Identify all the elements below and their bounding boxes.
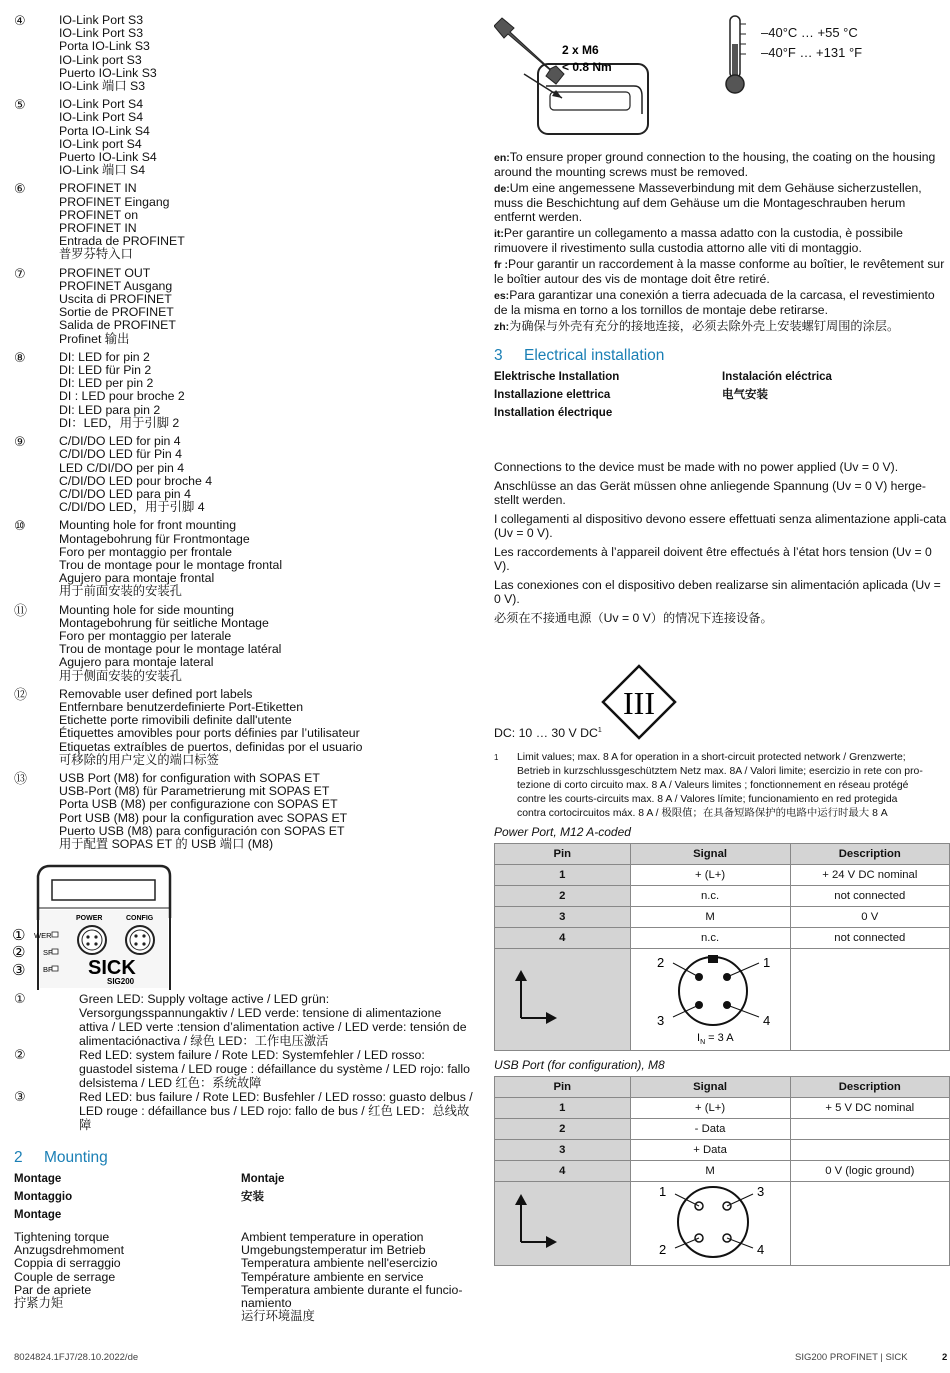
item-line: Mounting hole for front mounting [59, 518, 237, 533]
screw-spec: 2 x M6 [562, 43, 599, 57]
item-line: DI: LED para pin 2 [59, 402, 161, 417]
svg-text:4: 4 [757, 1242, 765, 1257]
item-line: PROFINET OUT [59, 265, 151, 280]
led-label-sf: SF [43, 948, 53, 957]
ground-note: zh:为确保与外壳有充分的接地连接，必须去除外壳上安装螺钉周围的涂层。 [494, 319, 900, 333]
item-line: 用于配置 SOPAS ET 的 USB 端口 (M8) [59, 836, 274, 851]
list-item [14, 519, 474, 598]
list-item [14, 267, 474, 346]
item-line: Foro per montaggio per frontale [59, 544, 232, 559]
item-line: 用于前面安装的安装孔 [59, 584, 182, 599]
item-line: DI: LED for pin 2 [59, 349, 150, 364]
table-diagram-row [495, 1182, 950, 1266]
callout-1: ① [12, 926, 26, 944]
svg-text:3: 3 [757, 1184, 765, 1199]
svg-text:3: 3 [657, 1013, 665, 1028]
svg-text:1: 1 [763, 955, 771, 970]
led-description-list [14, 992, 474, 1132]
item-line: Entfernbare benutzerdefinierte Port-Etiketten [59, 699, 304, 714]
item-line: USB-Port (M8) für Parametrierung mit SOPAS ET [59, 784, 330, 799]
item-number: ⑪ [14, 602, 28, 618]
electrical-heading: 3 Electrical installation [494, 347, 665, 364]
item-line: 普罗芬特入口 [59, 247, 133, 262]
item-line: IO-Link Port S4 [59, 110, 144, 125]
model-label: SIG200 [107, 977, 135, 986]
item-line: Porta IO-Link S3 [59, 39, 150, 54]
item-line: PROFINET on [59, 207, 139, 222]
cable-direction-icon [499, 968, 559, 1028]
item-line: Red LED: system failure / Rote LED: Systemfehler / LED rosso: guasto [79, 1048, 425, 1076]
item-line: tension d’alimentation active / LED verde: tensión de alimentación [79, 1020, 467, 1048]
device-illustration [10, 860, 185, 990]
tightening-torque-label: Tightening torque Anzugsdrehmoment Coppia di serraggio Couple de serrage Par de apriete 拧紧力矩 [14, 1230, 125, 1311]
table-row: 1 + (L+) + 24 V DC nominal [495, 865, 950, 886]
item-number: ④ [14, 13, 26, 28]
item-line: Trou de montage pour le montage latéral [59, 642, 282, 657]
item-number: ⑨ [14, 434, 26, 450]
item-number: ⑫ [14, 686, 28, 702]
footer-product: SIG200 PROFINET | SICK [795, 1352, 908, 1363]
ground-note: de:Um eine angemessene Masseverbindung mit dem Gehäuse sicherzustellen, muss die Beschichtung auf dem Gehäuse um die Montageschrauben herum entfernt werden. [494, 181, 922, 224]
thermometer-icon [722, 14, 752, 96]
item-number: ⑥ [14, 181, 26, 197]
torque-spec: < 0.8 Nm [562, 60, 612, 74]
ground-note: fr :Pour garantir un raccordement à la masse conforme au boîtier, le revêtement sur le boîtier autour des vis de montage doit être retiré. [494, 257, 945, 286]
ambient-temperature-label: Ambient temperature in operation Umgebungstemperatur im Betrieb Temperatura ambiente nell'esercizio Température ambiente en service Temperatura ambiente durante el funcio- namiento 运行环境温度 [241, 1230, 463, 1324]
svg-text:4: 4 [763, 1013, 771, 1028]
nominal-current: $I_N = 3$ A [697, 1032, 734, 1046]
callout-2: ② [12, 943, 26, 961]
item-line: Puerto IO-Link S3 [59, 65, 157, 80]
table-row: 4 n.c. not connected [495, 928, 950, 949]
item-number: ⑩ [14, 518, 26, 534]
item-line: Green LED: Supply voltage active / LED grün: Versorgungsspannung [79, 992, 330, 1020]
usb-port-caption: USB Port (for configuration), M8 [494, 1058, 665, 1072]
item-line: IO-Link port S3 [59, 52, 142, 67]
item-line: del sistema / LED rouge : défaillance du système / LED rojo: fallo del [79, 1062, 470, 1090]
callout-3: ③ [12, 961, 26, 979]
item-number: ⑤ [14, 97, 26, 113]
torque-figure [494, 14, 654, 136]
item-line: C/DI/DO LED for pin 4 [59, 434, 181, 449]
item-line: PROFINET Eingang [59, 194, 170, 209]
list-item [14, 351, 474, 430]
item-line: Puerto USB (M8) para configuración con SOPAS ET [59, 823, 345, 838]
electrical-translations-right: Instalación eléctrica 电气安装 [722, 371, 832, 401]
item-line: Entrada de PROFINET [59, 234, 185, 249]
item-line: Port USB (M8) pour la configuration avec SOPAS ET [59, 810, 348, 825]
item-line: DI : LED pour broche 2 [59, 389, 185, 404]
table-row: 1 + (L+) + 5 V DC nominal [495, 1098, 950, 1119]
item-line: Etiquetas extraíbles de puertos, definidas por el usuario [59, 739, 363, 754]
svg-text:2: 2 [657, 955, 665, 970]
item-line: IO-Link 端口 S4 [59, 163, 146, 178]
power-port-table [494, 843, 950, 1051]
item-line: Montagebohrung für Frontmontage [59, 531, 250, 546]
item-line: bus / LED rouge : défaillance bus / LED rojo: fallo de bus / 红色 LED： [79, 1090, 473, 1118]
item-line: C/DI/DO LED para pin 4 [59, 486, 191, 501]
item-line: DI：LED，用于引脚 2 [59, 415, 180, 430]
table-header-row: Pin Signal Description [495, 844, 950, 865]
item-line: Trou de montage pour le montage frontal [59, 557, 283, 572]
mounting-translations-right: Montaje 安装 [241, 1173, 285, 1203]
list-item [14, 1090, 474, 1132]
item-line: Salida de PROFINET [59, 318, 176, 333]
item-number: ⑧ [14, 349, 26, 365]
item-line: Uscita di PROFINET [59, 292, 172, 307]
item-line: Foro per montaggio per laterale [59, 628, 232, 643]
item-number: ① [14, 991, 26, 1006]
item-line: sistema / LED 红色：系统故障 [95, 1076, 262, 1090]
led-label-bf: BF [43, 965, 53, 974]
item-line: 可移除的用户定义的端口标签 [59, 752, 219, 767]
item-line: Mounting hole for side mounting [59, 602, 234, 617]
item-line: IO-Link Port S3 [59, 26, 144, 41]
no-power-instructions: Connections to the device must be made with no power applied (Uv = 0 V). Anschlüsse an das Gerät müssen ohne anliegende Spannung (Uv = 0 V) herge-stellt werden. I collegamenti al dispositivo devono essere effettuati senza alimentazione appli-cata (Uv = 0 V). Les raccordements à l’appareil doivent être effectués à l’état hors tension (Uv = 0 V). Las conexiones con el dispositivo deben realizarse sin alimentación aplicada (Uv = 0 V). 必须在不接通电源（Uv = 0 V）的情况下连接设备。 [494, 460, 947, 625]
item-line: Porta USB (M8) per configurazione con SOPAS ET [59, 797, 338, 812]
item-line: Agujero para montaje frontal [59, 571, 215, 586]
item-line: activa / 绿色 LED：工作电压激活 [148, 1034, 329, 1048]
item-number: ② [14, 1047, 26, 1062]
item-line: aktiv / LED verde: tensione di alimentazione attiva / LED verte : [79, 1006, 442, 1034]
item-line: DI: LED für Pin 2 [59, 363, 152, 378]
ground-note: en:To ensure proper ground connection to the housing, the coating on the housing around the mounting screws must be removed. [494, 150, 936, 179]
list-item [14, 182, 474, 261]
item-line: C/DI/DO LED für Pin 4 [59, 447, 183, 462]
item-line: Removable user defined port labels [59, 686, 253, 701]
m12-pinout-diagram [635, 949, 785, 1047]
list-item [14, 435, 474, 514]
item-line: USB Port (M8) for configuration with SOPAS ET [59, 770, 320, 785]
item-number: ⑦ [14, 265, 26, 281]
table-row: 4 M 0 V (logic ground) [495, 1161, 950, 1182]
temperature-range: –40°C … +55 °C –40°F … +131 °F [761, 25, 863, 60]
usb-port-table [494, 1076, 950, 1266]
list-item [14, 772, 474, 851]
limit-values-footnote: 1 Limit values; max. 8 A for operation in a short-circuit protected network / Grenzwerte; Betrieb in kurzschlussgeschütztem Netz max. 8A / Valori limite; esercizio in rete con pro- tezione di corto circuito max. 8 A / Valeurs limites ; fonctionnement en réseau protégé contre les courts-circuits max. 8 A / Valores límite; funcionamiento en red protegida contra cortocircuitos máx. 8 A / 极限值；在具备短路保护的电路中运行时最大 8 A [494, 752, 923, 819]
table-row: 2 - Data [495, 1119, 950, 1140]
dc-supply-voltage: DC: 10 … 30 V $DC^1$ [494, 726, 602, 740]
item-line: C/DI/DO LED pour broche 4 [59, 473, 213, 488]
item-line: DI: LED per pin 2 [59, 376, 154, 391]
svg-text:III: III [623, 685, 655, 721]
item-line: LED C/DI/DO per pin 4 [59, 460, 185, 475]
table-header-row: Pin Signal Description [495, 1077, 950, 1098]
page-number: 2 [942, 1352, 948, 1363]
power-port-label: POWER [76, 915, 103, 922]
item-line: Profinet 输出 [59, 331, 130, 346]
item-number: ⑬ [14, 770, 28, 786]
electrical-translations-left: Elektrische Installation Installazione elettrica Installation électrique [494, 371, 620, 419]
item-line: IO-Link port S4 [59, 136, 142, 151]
led-label-power: WER [34, 931, 52, 940]
list-item [14, 14, 474, 93]
item-line: Etichette porte rimovibili definite dall'utente [59, 713, 292, 728]
sick-logo: SICK [88, 957, 136, 979]
ground-note: es:Para garantizar una conexión a tierra adecuada de la carcasa, el revestimiento de la misma en torno a los tornillos de montaje debe retirarse. [494, 288, 935, 317]
item-line: PROFINET IN [59, 181, 137, 196]
power-port-caption: Power Port, M12 A-coded [494, 825, 631, 839]
cable-direction-icon [499, 1192, 559, 1252]
port-description-list [14, 14, 474, 856]
item-line: IO-Link 端口 S3 [59, 79, 146, 94]
item-line: Montagebohrung für seitliche Montage [59, 615, 269, 630]
document-id: 8024824.1FJ7/28.10.2022/de [14, 1352, 139, 1363]
svg-text:2: 2 [659, 1242, 667, 1257]
svg-text:1: 1 [659, 1184, 667, 1199]
item-number: ③ [14, 1089, 26, 1104]
mounting-heading: 2 Mounting [14, 1149, 108, 1166]
list-item [14, 98, 474, 177]
table-row: 3 + Data [495, 1140, 950, 1161]
m8-pinout-diagram [635, 1182, 785, 1262]
table-row: 3 M 0 V [495, 907, 950, 928]
protection-class-iii-icon [601, 664, 677, 740]
list-item [14, 604, 474, 683]
item-line: Porta IO-Link S4 [59, 123, 150, 138]
item-line: IO-Link Port S3 [59, 13, 144, 27]
list-item [14, 1048, 474, 1090]
table-diagram-row [495, 949, 950, 1051]
item-line: Puerto IO-Link S4 [59, 150, 157, 165]
item-line: PROFINET IN [59, 221, 137, 236]
item-line: IO-Link Port S4 [59, 97, 144, 112]
list-item [14, 688, 474, 767]
config-port-label: CONFIG [126, 915, 154, 922]
item-line: Red LED: bus failure / Rote LED: Busfehler / LED rosso: guasto del [79, 1090, 447, 1104]
item-line: Étiquettes amovibles pour ports définies par l’utilisateur [59, 726, 360, 741]
ground-note: it:Per garantire un collegamento a massa adatto con la custodia, è possibile rimuovere il rivestimento sulla custodia attorno alle viti di montaggio. [494, 226, 903, 255]
item-line: Agujero para montaje lateral [59, 655, 214, 670]
ground-connection-notes [494, 150, 949, 336]
item-line: 总线故障 [79, 1104, 470, 1132]
table-row: 2 n.c. not connected [495, 886, 950, 907]
list-item [14, 992, 474, 1048]
item-line: Sortie de PROFINET [59, 305, 174, 320]
item-line: PROFINET Ausgang [59, 278, 173, 293]
item-line: 用于侧面安装的安装孔 [59, 668, 182, 683]
mounting-translations-left: Montage Montaggio Montage [14, 1173, 73, 1221]
item-line: C/DI/DO LED，用于引脚 4 [59, 500, 205, 515]
